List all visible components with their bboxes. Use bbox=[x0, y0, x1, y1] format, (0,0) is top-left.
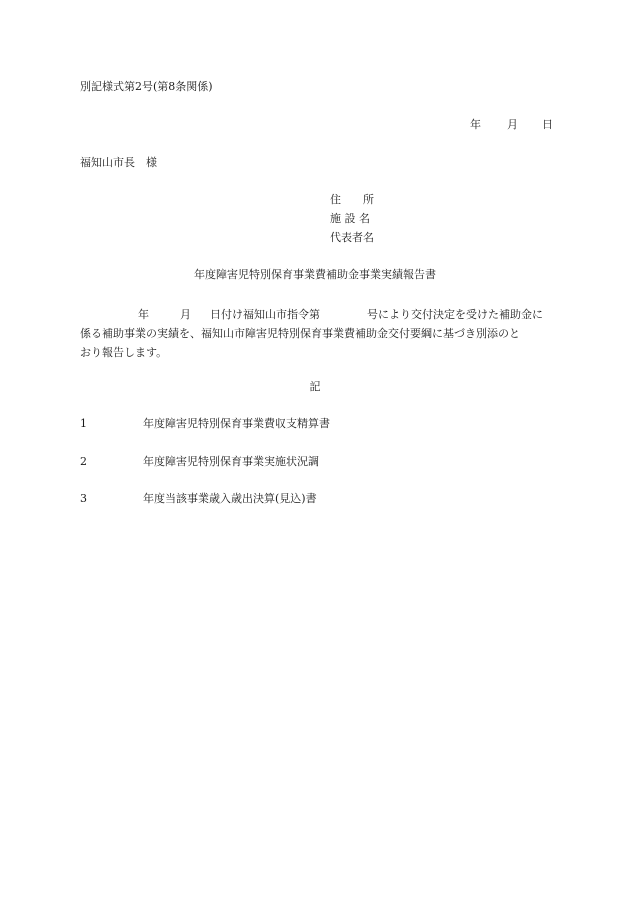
body-line-3: おり報告します。 bbox=[80, 346, 168, 359]
body-year: 年 bbox=[138, 308, 149, 321]
item-number: 3 bbox=[80, 492, 87, 505]
document-title: 年度障害児特別保育事業費補助金事業実績報告書 bbox=[194, 268, 436, 281]
representative-label: 代表者名 bbox=[330, 231, 374, 244]
facility-name-label: 施 設 名 bbox=[330, 212, 370, 225]
item-number: 2 bbox=[80, 455, 87, 468]
item-text: 年度障害児特別保育事業費収支精算書 bbox=[143, 417, 330, 430]
date-day-label: 日 bbox=[542, 118, 553, 131]
body-line-2: 係る補助事業の実績を、福知山市障害児特別保育事業費補助金交付要綱に基づき別添のと bbox=[80, 327, 520, 340]
date-month-label: 月 bbox=[507, 118, 518, 131]
body-month: 月 bbox=[180, 308, 191, 321]
body-dated-clause: 日付け福知山市指令第 bbox=[210, 308, 320, 321]
item-number: 1 bbox=[80, 417, 87, 430]
date-year-label: 年 bbox=[470, 118, 481, 131]
item-text: 年度障害児特別保育事業実施状況調 bbox=[143, 455, 319, 468]
addressee: 福知山市長 様 bbox=[80, 156, 157, 169]
form-number: 別記様式第2号(第8条関係) bbox=[80, 80, 213, 93]
item-text: 年度当該事業歳入歳出決算(見込)書 bbox=[143, 492, 317, 505]
address-label: 住 所 bbox=[330, 193, 374, 206]
ki-heading: 記 bbox=[309, 380, 321, 393]
report-body bbox=[80, 305, 555, 362]
body-decision-clause: 号により交付決定を受けた補助金に bbox=[367, 308, 543, 321]
body-line-1 bbox=[80, 305, 555, 324]
